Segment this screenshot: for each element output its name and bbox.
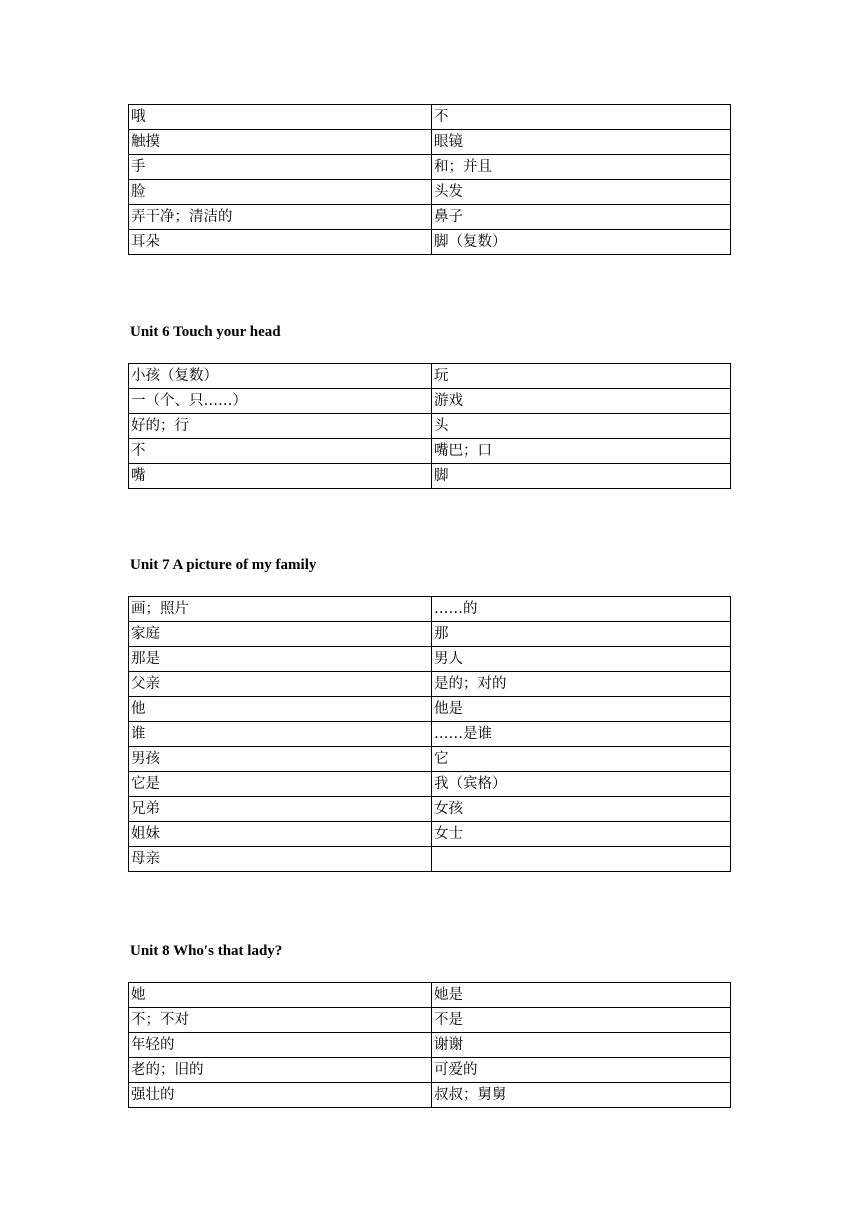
vocab-table-unit-8 xyxy=(128,982,731,1108)
table-row xyxy=(129,364,731,389)
table-row xyxy=(129,597,731,622)
unit-7-heading: Unit 7 A picture of my family xyxy=(130,557,317,573)
chinese-cell: 弄干净；清洁的 xyxy=(129,205,432,230)
table-row xyxy=(129,414,731,439)
chinese-cell: 年轻的 xyxy=(129,1033,432,1058)
chinese-cell: 触摸 xyxy=(129,130,432,155)
table-row xyxy=(129,822,731,847)
chinese-cell: ……的 xyxy=(432,597,731,622)
chinese-cell: 母亲 xyxy=(129,847,432,872)
chinese-cell: 姐妹 xyxy=(129,822,432,847)
empty-cell xyxy=(432,847,731,872)
table-row xyxy=(129,697,731,722)
vocab-table-continued xyxy=(128,104,731,255)
table-row xyxy=(129,1008,731,1033)
chinese-cell: 那是 xyxy=(129,647,432,672)
table-row xyxy=(129,722,731,747)
unit-6-heading: Unit 6 Touch your head xyxy=(130,324,281,340)
chinese-cell: 眼镜 xyxy=(432,130,731,155)
vocab-table xyxy=(128,596,731,872)
table-row xyxy=(129,439,731,464)
chinese-cell: 谢谢 xyxy=(432,1033,731,1058)
chinese-cell: 女孩 xyxy=(432,797,731,822)
chinese-cell: 他 xyxy=(129,697,432,722)
chinese-cell: 和；并且 xyxy=(432,155,731,180)
table-row xyxy=(129,983,731,1008)
table-row xyxy=(129,672,731,697)
chinese-cell: 小孩（复数） xyxy=(129,364,432,389)
chinese-cell: 头 xyxy=(432,414,731,439)
vocab-table xyxy=(128,982,731,1108)
chinese-cell: 女士 xyxy=(432,822,731,847)
table-row xyxy=(129,797,731,822)
chinese-cell: 父亲 xyxy=(129,672,432,697)
chinese-cell: 不 xyxy=(432,105,731,130)
chinese-cell: 它 xyxy=(432,747,731,772)
table-row xyxy=(129,747,731,772)
table-row xyxy=(129,1033,731,1058)
table-row xyxy=(129,230,731,255)
chinese-cell: 耳朵 xyxy=(129,230,432,255)
vocab-table xyxy=(128,104,731,255)
table-row xyxy=(129,1058,731,1083)
chinese-cell: 男孩 xyxy=(129,747,432,772)
chinese-cell: 那 xyxy=(432,622,731,647)
chinese-cell: 玩 xyxy=(432,364,731,389)
table-row xyxy=(129,647,731,672)
chinese-cell: 它是 xyxy=(129,772,432,797)
chinese-cell: 家庭 xyxy=(129,622,432,647)
table-row xyxy=(129,105,731,130)
chinese-cell: 我（宾格） xyxy=(432,772,731,797)
table-row xyxy=(129,464,731,489)
chinese-cell: 不 xyxy=(129,439,432,464)
chinese-cell: 鼻子 xyxy=(432,205,731,230)
chinese-cell: 脚（复数） xyxy=(432,230,731,255)
chinese-cell: 手 xyxy=(129,155,432,180)
chinese-cell: 谁 xyxy=(129,722,432,747)
chinese-cell: 可爱的 xyxy=(432,1058,731,1083)
chinese-cell: 嘴巴；口 xyxy=(432,439,731,464)
chinese-cell: 游戏 xyxy=(432,389,731,414)
chinese-cell: ……是谁 xyxy=(432,722,731,747)
chinese-cell: 嘴 xyxy=(129,464,432,489)
table-row xyxy=(129,205,731,230)
chinese-cell: 哦 xyxy=(129,105,432,130)
vocab-table xyxy=(128,363,731,489)
table-row xyxy=(129,180,731,205)
chinese-cell: 脚 xyxy=(432,464,731,489)
chinese-cell: 一（个、只……） xyxy=(129,389,432,414)
chinese-cell: 他是 xyxy=(432,697,731,722)
unit-8-heading: Unit 8 Who′s that lady? xyxy=(130,943,283,959)
table-row xyxy=(129,130,731,155)
table-row xyxy=(129,389,731,414)
chinese-cell: 画；照片 xyxy=(129,597,432,622)
chinese-cell: 强壮的 xyxy=(129,1083,432,1108)
chinese-cell: 脸 xyxy=(129,180,432,205)
chinese-cell: 不；不对 xyxy=(129,1008,432,1033)
chinese-cell: 不是 xyxy=(432,1008,731,1033)
chinese-cell: 好的；行 xyxy=(129,414,432,439)
table-row xyxy=(129,772,731,797)
table-row xyxy=(129,155,731,180)
table-row xyxy=(129,847,731,872)
chinese-cell: 头发 xyxy=(432,180,731,205)
chinese-cell: 是的；对的 xyxy=(432,672,731,697)
chinese-cell: 叔叔；舅舅 xyxy=(432,1083,731,1108)
table-row xyxy=(129,1083,731,1108)
chinese-cell: 她是 xyxy=(432,983,731,1008)
chinese-cell: 男人 xyxy=(432,647,731,672)
table-row xyxy=(129,622,731,647)
chinese-cell: 她 xyxy=(129,983,432,1008)
vocab-table-unit-6 xyxy=(128,363,731,489)
vocab-table-unit-7 xyxy=(128,596,731,872)
chinese-cell: 老的；旧的 xyxy=(129,1058,432,1083)
chinese-cell: 兄弟 xyxy=(129,797,432,822)
